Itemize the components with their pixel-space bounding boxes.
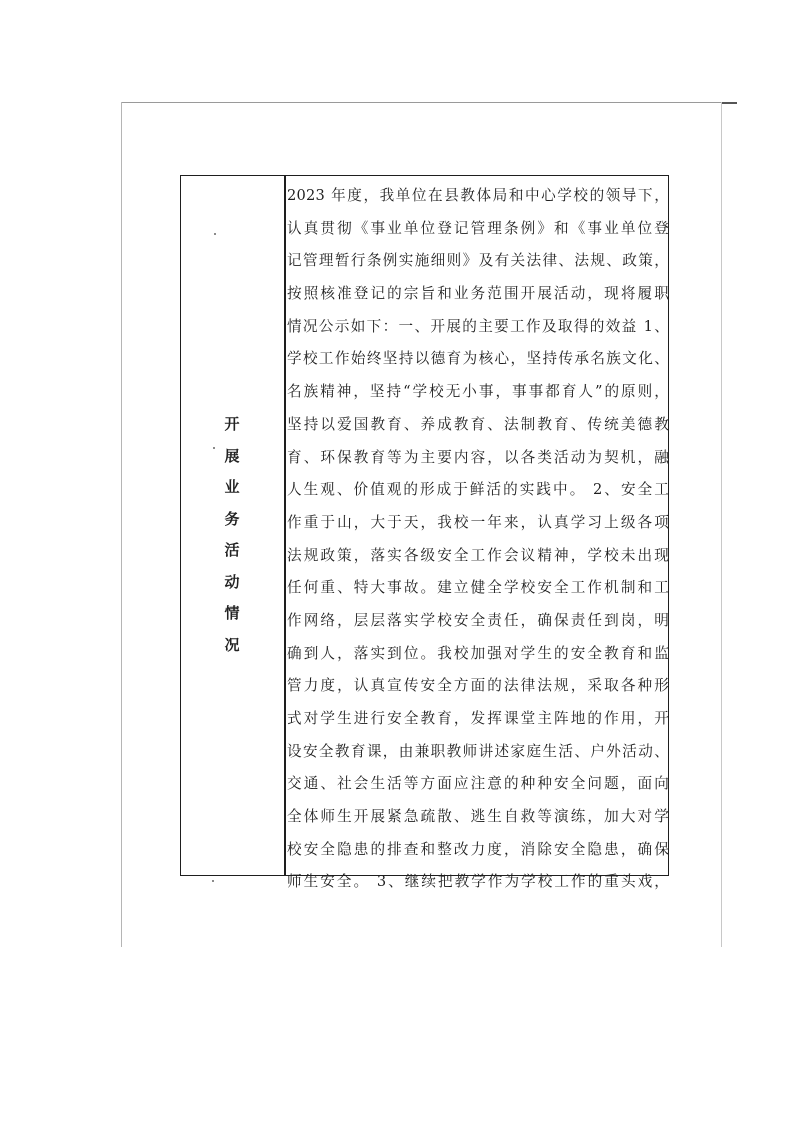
section-label-char: 动 (224, 572, 240, 591)
content-line: 坚持以爱国教育、养成教育、法制教育、传统美德教 (287, 415, 669, 433)
scan-top-tick (722, 102, 737, 104)
section-label-char: 况 (224, 635, 240, 654)
content-line: 式对学生进行安全教育，发挥课堂主阵地的作用，开 (287, 710, 669, 727)
content-text (287, 180, 669, 899)
content-line: 认真贯彻《事业单位登记管理条例》和《事业单位登 (287, 219, 669, 237)
scan-top-edge (122, 102, 737, 103)
section-label-cell (181, 176, 284, 875)
content-line: 2023 年度，我单位在县教体局和中心学校的领导下， (287, 187, 669, 204)
content-line: 名族精神，坚持“学校无小事，事事都育人”的原则， (287, 383, 669, 401)
content-line: 学校工作始终坚持以德育为核心，坚持传承名族文化、 (287, 350, 669, 368)
activity-table (180, 175, 669, 891)
content-line: 育、环保教育等为主要内容，以各类活动为契机，融 (287, 448, 669, 466)
content-cell (287, 176, 669, 891)
content-line: 师生安全。 3、继续把教学作为学校工作的重头戏， (287, 873, 669, 891)
section-label-char: 业 (224, 478, 240, 496)
section-label-char: 活 (224, 541, 240, 559)
section-label-char: 情 (224, 604, 240, 622)
section-label-char: 务 (224, 509, 240, 528)
content-line: 确到人，落实到位。我校加强对学生的安全教育和监 (287, 644, 669, 662)
content-line: 人生观、价值观的形成于鲜活的实践中。 2、安全工 (287, 481, 669, 499)
content-line: 作重于山，大于天，我校一年来，认真学习上级各项 (287, 513, 669, 531)
content-line: 法规政策，落实各级安全工作会议精神，学校未出现 (287, 546, 669, 564)
content-line: 任何重、特大事故。建立健全学校安全工作机制和工 (287, 579, 669, 597)
content-line: 记管理暂行条例实施细则》及有关法律、法规、政策， (287, 252, 669, 270)
content-line: 交通、社会生活等方面应注意的种种安全问题，面向 (287, 775, 669, 793)
content-line: 管力度，认真宣传安全方面的法律法规，采取各种形 (287, 677, 669, 695)
content-line: 设安全教育课，由兼职教师讲述家庭生活、户外活动、 (287, 742, 669, 760)
section-label-char: 开 (224, 415, 240, 433)
scan-speck (212, 880, 214, 882)
section-label-char: 展 (224, 446, 240, 465)
scan-right-edge (721, 102, 722, 947)
content-line: 作网络，层层落实学校安全责任，确保责任到岗，明 (287, 611, 669, 629)
scan-left-edge (121, 102, 122, 947)
column-divider (284, 176, 286, 875)
section-label (221, 409, 243, 661)
content-line: 校安全隐患的排查和整改力度，消除安全隐患，确保 (287, 840, 669, 858)
content-line: 情况公示如下：一、开展的主要工作及取得的效益 1、 (287, 317, 669, 335)
content-line: 按照核准登记的宗旨和业务范围开展活动，现将履职 (287, 285, 669, 303)
content-line: 全体师生开展紧急疏散、逃生自救等演练，加大对学 (287, 808, 669, 826)
